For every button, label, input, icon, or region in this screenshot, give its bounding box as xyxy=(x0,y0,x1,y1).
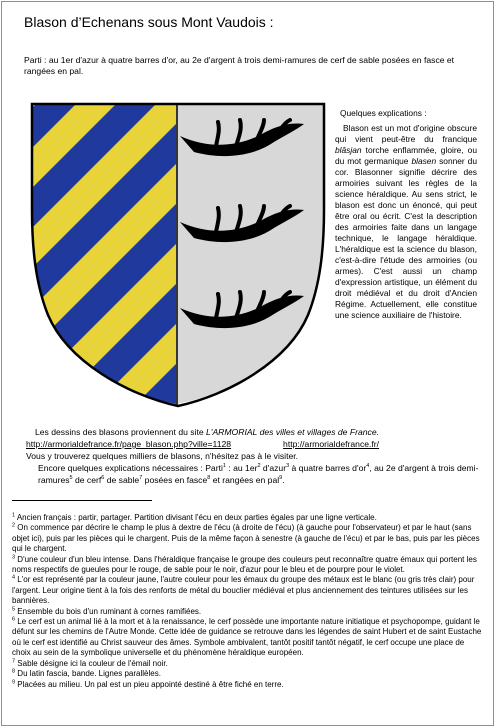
explanation-heading: Quelques explications : xyxy=(340,108,427,118)
footnotes xyxy=(12,513,482,690)
footnote: $^9$ Placées au milieu. Un pal est un pieu appointé destiné à être fiché en terre. xyxy=(12,678,284,689)
page-title: Blason d’Echenans sous Mont Vaudois : xyxy=(24,14,274,30)
credits-section xyxy=(26,426,481,486)
armorial-page-link[interactable]: http://armorialdefrance.fr/page_blason.php?ville=1128 xyxy=(26,439,232,449)
footnote: $^3$ D'une couleur d'un bleu intense. Dans l'héraldique française le groupe des couleurs peut reconnaître quatre émaux qui portent les noms respectifs de gueules pour le rouge, de sable pour le noir, d'azur pour le bleu et de pourpre pour le violet. xyxy=(12,553,477,575)
document-page xyxy=(1,1,494,726)
credits-visit-line: Vous y trouverez quelques milliers de blasons, n'hésitez pas à le visiter. xyxy=(26,451,299,461)
footnote: $^4$ L'or est représenté par la couleur jaune, l'autre couleur pour les émaux du groupe des métaux est le blanc (ou gris très clair) pour l'argent. Leur origine tient à la fois des renforts de métal du bouclier médiéval et plus anciennement des teintures utilisées sur les bannières. xyxy=(12,574,475,606)
azure-field xyxy=(28,100,188,412)
explanation-text: Blason est un mot d'origine obscure qui vient peut-être du francique blâsjan torche enflammée, gloire, ou du mot germanique blasen sonner du cor. Blasonner signifie décrire des armoiries suivant les règles de la science héraldique. Au sens strict, le blason est donc un énoncé, qui peut être oral ou écrit. C'est la description des armoiries faite dans un langage technique, le langage héraldique. L'héraldique est la science du blason, c'est-à-dire l'étude des armoiries (ou armes). C'est aussi un champ d'expression artistique, un élément du droit médiéval et du droit d'Ancien Régime. Actuellement, elle constitue une science auxiliaire de l'histoire. xyxy=(335,123,477,320)
blazon-description: Parti : au 1er d'azur à quatre barres d'or, au 2e d'argent à trois demi-ramures de cerf de sable posées en fasce et rangées en pal. xyxy=(24,55,455,76)
footnote: $^1$ Ancien français : partir, partager. Partition divisant l'écu en deux parties égales par une ligne verticale. xyxy=(12,512,377,522)
explanation-panel xyxy=(335,108,477,321)
coat-of-arms-image xyxy=(28,100,328,412)
credits-line: Les dessins des blasons proviennent du site L'ARMORIAL des villes et villages de France. xyxy=(35,427,379,437)
footnote: $^5$ Ensemble du bois d'un ruminant à cornes ramifiées. xyxy=(12,606,202,616)
credits-links xyxy=(26,438,481,450)
annotated-blazon: Encore quelques explications nécessaires : Parti$^1$ : au $1er^2$ d'azur$^3$ à quatre barres $d'or^4$, au 2e d'argent à trois demi-ramures$^5$ de cerf$^6$ de sable$^7$ posées en fasce$^8$ et rangées en pal$^9$. xyxy=(38,463,479,485)
armorial-home-link[interactable]: http://armorialdefrance.fr/ xyxy=(283,439,380,449)
footnote-separator xyxy=(12,500,152,501)
footnote: $^6$ Le cerf est un animal lié à la mort et à la renaissance, le cerf possède une importante nature initiatique et psychopompe, guidant le défunt sur les chemins de l'Autre Monde. Cette idée de guidance se retrouve dans les légendes de saint Hubert et de saint Eustache où le cerf est identifié au Christ sauveur des âmes. Symbole ambivalent, tantôt positif tantôt négatif, le cerf occupe une place de choix au sein de la symbolique universelle et du phénomène héraldique européen. xyxy=(12,616,482,658)
footnote: $^2$ On commence par décrire le champ le plus à dextre de l'écu (à droite de l'écu) (à gauche pour l'observateur) et par le haut (sans objet ici), puis par les pièces qui le chargent. Puis de la même façon à senestre (à gauche de l'écu) et par le bas, puis par les pièces qui le chargent. xyxy=(12,522,480,554)
footnote: $^8$ Du latin fascia, bande. Lignes parallèles. xyxy=(12,668,161,679)
footnote: $^7$ Sable désigne ici la couleur de l'émail noir. xyxy=(12,658,168,668)
